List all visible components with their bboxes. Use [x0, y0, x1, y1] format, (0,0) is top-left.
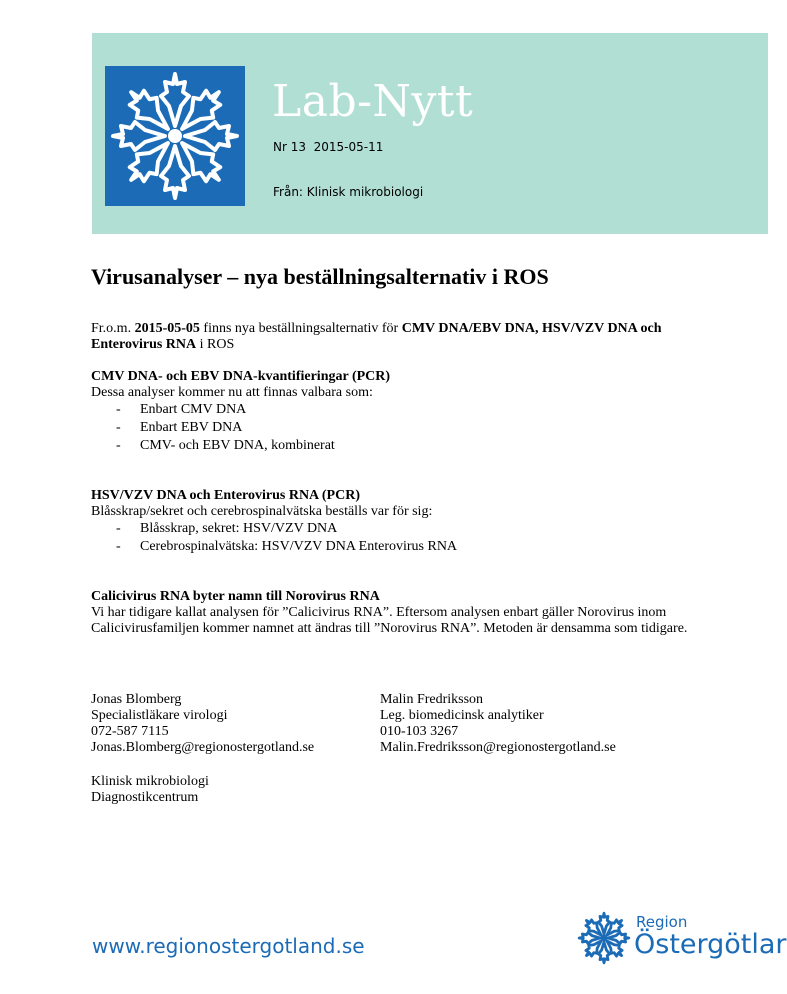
region-logo	[576, 910, 787, 970]
section-calicivirus	[91, 589, 691, 637]
contact-email: Jonas.Blomberg@regionostergotland.se	[91, 740, 315, 755]
contact-phone: 010-103 3267	[380, 724, 459, 739]
footer-website-link[interactable]: www.regionostergotland.se	[92, 934, 365, 958]
bullet-list	[91, 520, 711, 556]
cornflower-icon	[105, 66, 245, 206]
from-line: Från: Klinisk mikrobiologi	[273, 185, 424, 199]
contact-name: Malin Fredriksson	[380, 692, 484, 707]
contact-phone: 072-587 7115	[91, 724, 169, 739]
intro-paragraph: Fr.o.m. 2015-05-05 finns nya beställningsalternativ för CMV DNA/EBV DNA, HSV/VZV DNA och Enterovirus RNA i ROS	[91, 321, 662, 352]
list-item: - Enbart CMV DNA	[116, 402, 247, 417]
contact-name: Jonas Blomberg	[91, 692, 182, 707]
contact-malin	[380, 692, 616, 756]
section-hsv-vzv	[91, 488, 711, 556]
region-logo-small-text: Region	[636, 913, 688, 931]
list-item: - Enbart EBV DNA	[116, 420, 243, 435]
list-item: - Cerebrospinalvätska: HSV/VZV DNA Enterovirus RNA	[116, 539, 458, 554]
section-text: Dessa analyser kommer nu att finnas valbara som:	[91, 385, 373, 400]
section-heading: Calicivirus RNA byter namn till Norovirus RNA	[91, 589, 380, 604]
contact-title: Specialistläkare virologi	[91, 708, 228, 723]
newsletter-title: Lab-Nytt	[272, 76, 474, 127]
headline: Virusanalyser – nya beställningsalternativ i ROS	[91, 264, 549, 289]
section-heading: HSV/VZV DNA och Enterovirus RNA (PCR)	[91, 488, 360, 503]
department-line: Diagnostikcentrum	[91, 790, 199, 805]
list-item: - Blåsskrap, sekret: HSV/VZV DNA	[116, 521, 338, 536]
section-cmv-ebv	[91, 369, 711, 455]
logo-box	[105, 66, 245, 206]
section-text: Blåsskrap/sekret och cerebrospinalvätska beställs var för sig:	[91, 504, 433, 519]
cornflower-icon	[576, 910, 632, 966]
issue-line: Nr 13 2015-05-11	[273, 140, 384, 154]
section-heading: CMV DNA- och EBV DNA-kvantifieringar (PCR)	[91, 369, 391, 384]
contact-email: Malin.Fredriksson@regionostergotland.se	[380, 740, 616, 755]
list-item: - CMV- och EBV DNA, kombinerat	[116, 438, 335, 453]
contact-jonas	[91, 692, 314, 756]
department	[91, 774, 209, 806]
section-text: Vi har tidigare kallat analysen för ”Calicivirus RNA”. Eftersom analysen enbart gäller Norovirus inom Calicivirusfamiljen kommer namnet att ändras till ”Norovirus RNA”. Metoden är densamma som tidigare.	[91, 605, 688, 636]
region-logo-big-text: Östergötlar	[634, 929, 787, 960]
bullet-list	[91, 401, 711, 455]
department-line: Klinisk mikrobiologi	[91, 774, 209, 789]
contact-title: Leg. biomedicinsk analytiker	[380, 708, 544, 723]
